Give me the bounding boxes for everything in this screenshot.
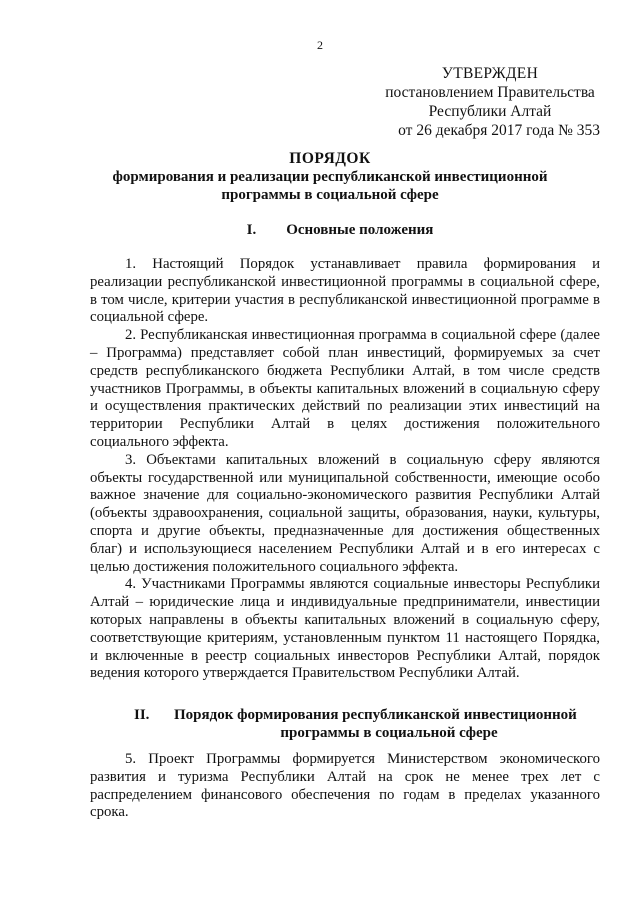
section-heading-1	[90, 221, 590, 239]
section-number: I.	[246, 222, 257, 238]
title-subtitle-1: формирования и реализации республиканской инвестиционной	[112, 169, 548, 185]
section-2-body	[90, 751, 600, 822]
document-title	[90, 150, 570, 204]
approval-line-2: Республики Алтай	[428, 103, 552, 120]
title-subtitle-2: программы в социальной сфере	[221, 187, 439, 203]
paragraph: 2. Республиканская инвестиционная программа в социальной сфере (далее – Программа) представляет собой план инвестиций, формируемых за счет средств республиканского бюджета Республики Алтай, в том числе средств участников Программы, в объекты капитальных вложений в социальную сферу и осуществления практических действий по реализации этих инвестиций на территории Республики Алтай в целях достижения положительного социального эффекта.	[90, 327, 600, 450]
approval-stamp	[380, 64, 600, 140]
paragraph: 5. Проект Программы формируется Министерством экономического развития и туризма Республики Алтай на срок не менее трех лет с распределением финансового обеспечения по годам в пределах указанного срока.	[90, 751, 600, 821]
paragraph: 3. Объектами капитальных вложений в социальную сферу являются объекты государственной или муниципальной собственности, имеющие особо важное значение для социально-экономического развития Республики Алтай (объекты здравоохранения, социальной защиты, образования, науки, культуры, спорта и другие объекты, предназначенные для достижения общественных благ) и использующиеся населением Республики Алтай и в его интересах с целью достижения положительного социального эффекта.	[90, 451, 600, 575]
paragraph: 4. Участниками Программы являются социальные инвесторы Республики Алтай – юридические лица и индивидуальные предприниматели, инвестиции которых направлены в объекты капитальных вложений в социальную сферу, соответствующие критериям, установленным пунктом 11 настоящего Порядка, и включенные в реестр социальных инвесторов Республики Алтай, порядок ведения которого утверждается Правительством Республики Алтай.	[90, 576, 600, 682]
section-title: Основные положения	[286, 222, 434, 238]
approval-label: УТВЕРЖДЕН	[441, 65, 539, 82]
paragraph: 1. Настоящий Порядок устанавливает правила формирования и реализации республиканской инвестиционной программы в социальной сфере, в том числе, критерии участия в республиканской инвестиционной программе в социальной сфере.	[90, 256, 600, 326]
section-number: II.	[134, 707, 150, 723]
approval-line-1: постановлением Правительства	[385, 84, 595, 101]
section-heading-2	[134, 706, 604, 742]
title-main: ПОРЯДОК	[289, 150, 371, 167]
section-1-body	[90, 256, 600, 683]
section-title-line-1: Порядок формирования республиканской инвестиционной	[174, 707, 577, 723]
approval-date: от 26 декабря 2017 года № 353	[398, 122, 600, 139]
page-number: 2	[317, 38, 323, 52]
section-title-line-2: программы в социальной сфере	[280, 725, 498, 741]
